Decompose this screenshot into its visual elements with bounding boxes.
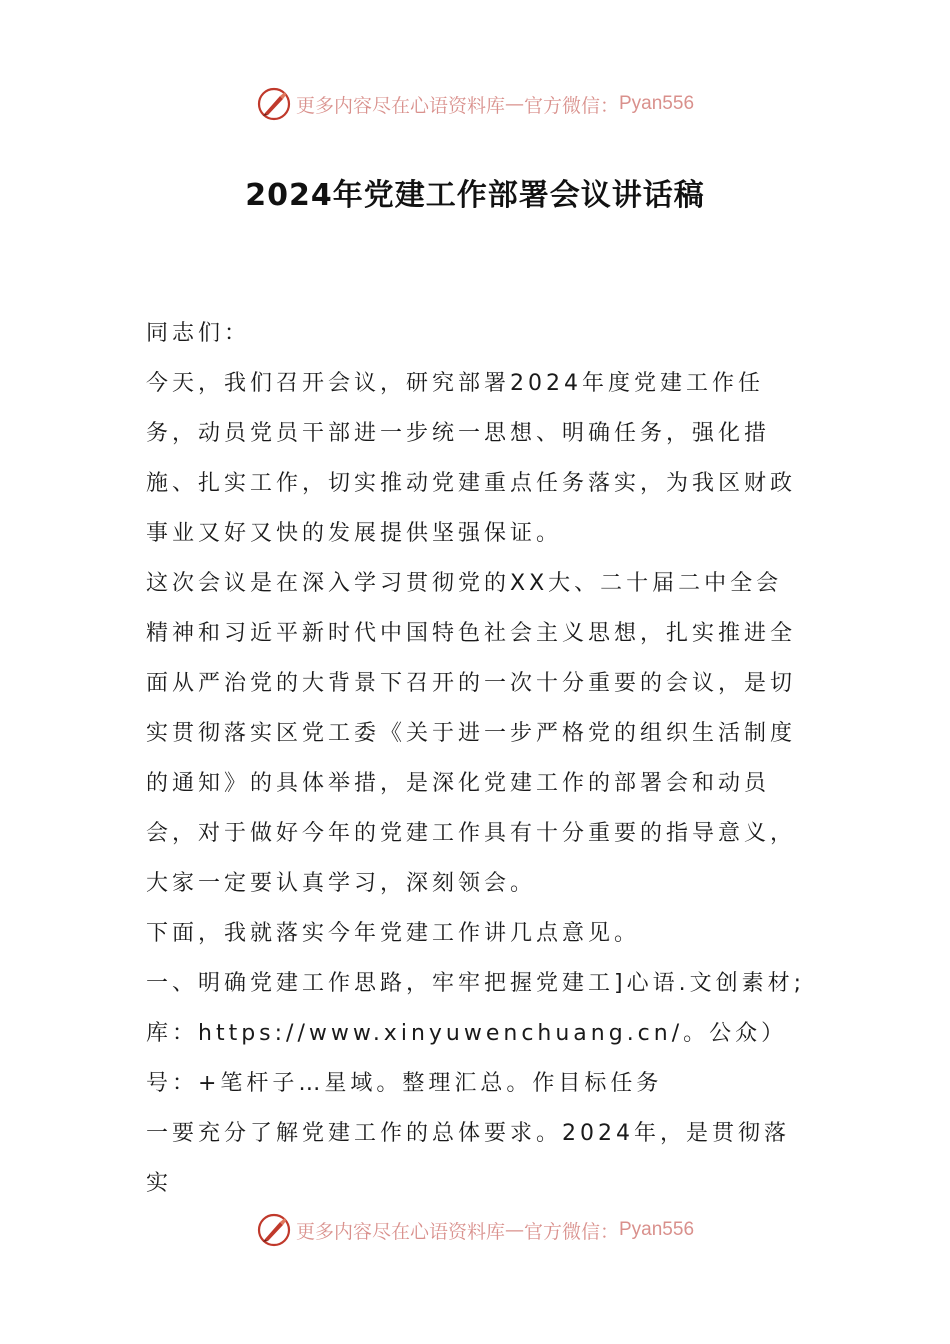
quill-pen-logo-icon (256, 86, 292, 122)
paragraph: 一要充分了解党建工作的总体要求。2024年，是贯彻落实 (146, 1121, 790, 1196)
document-title: 2024年党建工作部署会议讲话稿 (245, 178, 705, 213)
watermark-id: Pyan556 (619, 1219, 695, 1240)
watermark-label: 官方微信： (523, 94, 619, 117)
paragraph: 今天，我们召开会议，研究部署2024年度党建工作任务，动员党员干部进一步统一思想、明确任务，强化措施、扎实工作，切实推动党建重点任务落实，为我区财政事业又好又快的发展提供坚强保证。 (146, 371, 797, 546)
watermark-separator: — (504, 93, 524, 115)
watermark-id: Pyan556 (619, 93, 695, 114)
paragraph: 同志们： (146, 321, 251, 346)
quill-pen-logo-icon (256, 1212, 292, 1248)
watermark-text: 更多内容尽在心语资料库 (295, 94, 505, 117)
header-watermark (0, 82, 950, 126)
watermark-separator: — (504, 1219, 524, 1241)
watermark-text: 更多内容尽在心语资料库 (295, 1220, 505, 1243)
document-body (146, 309, 806, 1209)
footer-watermark (0, 1208, 950, 1252)
paragraph: 下面，我就落实今年党建工作讲几点意见。 (146, 921, 641, 946)
paragraph: 这次会议是在深入学习贯彻党的XX大、二十届二中全会精神和习近平新时代中国特色社会主义思想，扎实推进全面从严治党的大背景下召开的一次十分重要的会议，是切实贯彻落实区党工委《关于进一步严格党的组织生活制度的通知》的具体举措，是深化党建工作的部署会和动员会，对于做好今年的党建工作具有十分重要的指导意义，大家一定要认真学习，深刻领会。 (146, 571, 797, 896)
paragraph: 一、明确党建工作思路，牢牢把握党建工]心语.文创素材;库：https://www.xinyuwenchuang.cn/。公众）号：+笔杆子…星域。整理汇总。作目标任务 (146, 971, 805, 1096)
watermark-label: 官方微信： (523, 1220, 619, 1243)
